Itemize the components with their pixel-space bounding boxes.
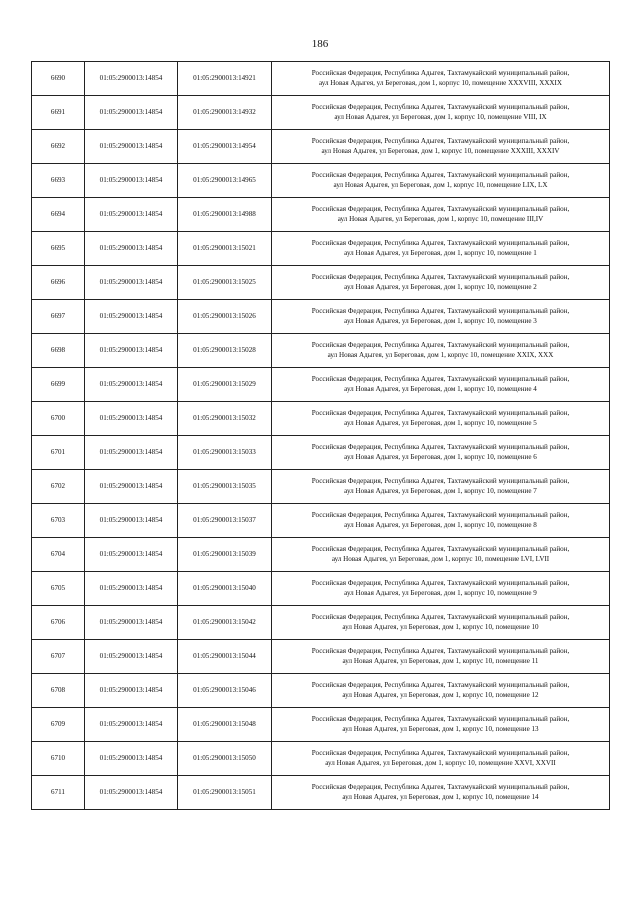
address-line: аул Новая Адыгея, ул Береговая, дом 1, корпус 10, помещение 6 — [344, 452, 537, 461]
address-line: Российская Федерация, Республика Адыгея, Тахтамукайский муниципальный район, — [311, 443, 570, 451]
address-line: Российская Федерация, Республика Адыгея, Тахтамукайский муниципальный район, — [311, 545, 570, 553]
address-line: Российская Федерация, Республика Адыгея, Тахтамукайский муниципальный район, — [311, 307, 570, 315]
row-number-cell: 6692 — [32, 130, 85, 164]
address-cell — [272, 130, 610, 164]
row-number-cell: 6705 — [32, 572, 85, 606]
address-line: аул Новая Адыгея, ул Береговая, дом 1, корпус 10, помещение XXXVIII, XXXIX — [318, 78, 563, 87]
address-line: Российская Федерация, Республика Адыгея, Тахтамукайский муниципальный район, — [311, 137, 570, 145]
row-number-cell: 6700 — [32, 402, 85, 436]
address-line: Российская Федерация, Республика Адыгея, Тахтамукайский муниципальный район, — [311, 647, 570, 655]
table-row — [32, 436, 610, 470]
row-number-cell: 6701 — [32, 436, 85, 470]
address-line: аул Новая Адыгея, ул Береговая, дом 1, корпус 10, помещение 9 — [344, 588, 537, 597]
address-line: аул Новая Адыгея, ул Береговая, дом 1, корпус 10, помещение III,IV — [337, 214, 544, 223]
address-line: Российская Федерация, Республика Адыгея, Тахтамукайский муниципальный район, — [311, 613, 570, 621]
table-row — [32, 742, 610, 776]
row-number-cell: 6711 — [32, 776, 85, 810]
cadastral-number-cell: 01:05:2900013:15028 — [178, 334, 272, 368]
address-cell — [272, 674, 610, 708]
table-row — [32, 402, 610, 436]
address-line: Российская Федерация, Республика Адыгея, Тахтамукайский муниципальный район, — [311, 511, 570, 519]
row-number-cell: 6704 — [32, 538, 85, 572]
address-cell — [272, 776, 610, 810]
parent-cadastral-cell: 01:05:2900013:14854 — [85, 402, 178, 436]
address-line: Российская Федерация, Республика Адыгея, Тахтамукайский муниципальный район, — [311, 579, 570, 587]
address-line: аул Новая Адыгея, ул Береговая, дом 1, корпус 10, помещение 7 — [344, 486, 537, 495]
address-line: аул Новая Адыгея, ул Береговая, дом 1, корпус 10, помещение 2 — [344, 282, 537, 291]
address-line: аул Новая Адыгея, ул Береговая, дом 1, корпус 10, помещение 1 — [344, 248, 537, 257]
parent-cadastral-cell: 01:05:2900013:14854 — [85, 62, 178, 96]
parent-cadastral-cell: 01:05:2900013:14854 — [85, 776, 178, 810]
address-cell — [272, 232, 610, 266]
parent-cadastral-cell: 01:05:2900013:14854 — [85, 232, 178, 266]
address-line: аул Новая Адыгея, ул Береговая, дом 1, корпус 10, помещение 5 — [344, 418, 537, 427]
address-line: Российская Федерация, Республика Адыгея, Тахтамукайский муниципальный район, — [311, 341, 570, 349]
table-row — [32, 572, 610, 606]
address-line: Российская Федерация, Республика Адыгея, Тахтамукайский муниципальный район, — [311, 715, 570, 723]
address-line: Российская Федерация, Республика Адыгея, Тахтамукайский муниципальный район, — [311, 103, 570, 111]
table-row — [32, 708, 610, 742]
cadastral-number-cell: 01:05:2900013:15048 — [178, 708, 272, 742]
cadastral-number-cell: 01:05:2900013:14932 — [178, 96, 272, 130]
row-number-cell: 6706 — [32, 606, 85, 640]
parent-cadastral-cell: 01:05:2900013:14854 — [85, 742, 178, 776]
address-line: аул Новая Адыгея, ул Береговая, дом 1, корпус 10, помещение 3 — [344, 316, 537, 325]
row-number-cell: 6703 — [32, 504, 85, 538]
address-line: аул Новая Адыгея, ул Береговая, дом 1, корпус 10, помещение 8 — [344, 520, 537, 529]
table-row — [32, 776, 610, 810]
row-number-cell: 6710 — [32, 742, 85, 776]
row-number-cell: 6690 — [32, 62, 85, 96]
parent-cadastral-cell: 01:05:2900013:14854 — [85, 436, 178, 470]
parent-cadastral-cell: 01:05:2900013:14854 — [85, 674, 178, 708]
row-number-cell: 6708 — [32, 674, 85, 708]
parent-cadastral-cell: 01:05:2900013:14854 — [85, 368, 178, 402]
parent-cadastral-cell: 01:05:2900013:14854 — [85, 266, 178, 300]
address-cell — [272, 334, 610, 368]
parent-cadastral-cell: 01:05:2900013:14854 — [85, 504, 178, 538]
address-line: аул Новая Адыгея, ул Береговая, дом 1, корпус 10, помещение 10 — [342, 622, 539, 631]
cadastral-number-cell: 01:05:2900013:15025 — [178, 266, 272, 300]
cadastral-number-cell: 01:05:2900013:15050 — [178, 742, 272, 776]
table-row — [32, 62, 610, 96]
address-line: аул Новая Адыгея, ул Береговая, дом 1, корпус 10, помещение XXIX, XXX — [327, 350, 554, 359]
cadastral-number-cell: 01:05:2900013:14988 — [178, 198, 272, 232]
address-line: Российская Федерация, Республика Адыгея, Тахтамукайский муниципальный район, — [311, 477, 570, 485]
cadastral-number-cell: 01:05:2900013:15051 — [178, 776, 272, 810]
row-number-cell: 6709 — [32, 708, 85, 742]
parent-cadastral-cell: 01:05:2900013:14854 — [85, 300, 178, 334]
parent-cadastral-cell: 01:05:2900013:14854 — [85, 198, 178, 232]
address-cell — [272, 402, 610, 436]
cadastral-number-cell: 01:05:2900013:15033 — [178, 436, 272, 470]
address-cell — [272, 470, 610, 504]
table-row — [32, 232, 610, 266]
address-cell — [272, 198, 610, 232]
cadastral-number-cell: 01:05:2900013:15039 — [178, 538, 272, 572]
address-line: Российская Федерация, Республика Адыгея, Тахтамукайский муниципальный район, — [311, 783, 570, 791]
row-number-cell: 6702 — [32, 470, 85, 504]
row-number-cell: 6697 — [32, 300, 85, 334]
row-number-cell: 6696 — [32, 266, 85, 300]
address-line: аул Новая Адыгея, ул Береговая, дом 1, корпус 10, помещение 13 — [342, 724, 539, 733]
page-number: 186 — [311, 38, 329, 50]
row-number-cell: 6695 — [32, 232, 85, 266]
parent-cadastral-cell: 01:05:2900013:14854 — [85, 96, 178, 130]
address-line: аул Новая Адыгея, ул Береговая, дом 1, корпус 10, помещение 11 — [342, 656, 539, 665]
table-row — [32, 674, 610, 708]
table-row — [32, 504, 610, 538]
address-cell — [272, 164, 610, 198]
address-cell — [272, 640, 610, 674]
address-line: аул Новая Адыгея, ул Береговая, дом 1, корпус 10, помещение LIX, LX — [333, 180, 548, 189]
address-line: Российская Федерация, Республика Адыгея, Тахтамукайский муниципальный район, — [311, 681, 570, 689]
address-cell — [272, 300, 610, 334]
address-line: аул Новая Адыгея, ул Береговая, дом 1, корпус 10, помещение LVI, LVII — [331, 554, 550, 563]
parent-cadastral-cell: 01:05:2900013:14854 — [85, 164, 178, 198]
address-line: Российская Федерация, Республика Адыгея, Тахтамукайский муниципальный район, — [311, 171, 570, 179]
row-number-cell: 6699 — [32, 368, 85, 402]
cadastral-number-cell: 01:05:2900013:14965 — [178, 164, 272, 198]
cadastral-number-cell: 01:05:2900013:15037 — [178, 504, 272, 538]
row-number-cell: 6691 — [32, 96, 85, 130]
registry-table-body — [32, 62, 610, 810]
cadastral-number-cell: 01:05:2900013:15046 — [178, 674, 272, 708]
address-line: Российская Федерация, Республика Адыгея, Тахтамукайский муниципальный район, — [311, 205, 570, 213]
table-row — [32, 164, 610, 198]
address-cell — [272, 572, 610, 606]
cadastral-number-cell: 01:05:2900013:15042 — [178, 606, 272, 640]
address-line: аул Новая Адыгея, ул Береговая, дом 1, корпус 10, помещение 12 — [342, 690, 539, 699]
address-cell — [272, 742, 610, 776]
registry-table — [31, 61, 610, 810]
table-row — [32, 368, 610, 402]
address-line: аул Новая Адыгея, ул Береговая, дом 1, корпус 10, помещение VIII, IX — [334, 112, 547, 121]
row-number-cell: 6693 — [32, 164, 85, 198]
table-row — [32, 334, 610, 368]
table-row — [32, 300, 610, 334]
address-line: Российская Федерация, Республика Адыгея, Тахтамукайский муниципальный район, — [311, 749, 570, 757]
table-row — [32, 606, 610, 640]
cadastral-number-cell: 01:05:2900013:15040 — [178, 572, 272, 606]
table-row — [32, 470, 610, 504]
table-row — [32, 640, 610, 674]
parent-cadastral-cell: 01:05:2900013:14854 — [85, 640, 178, 674]
address-line: Российская Федерация, Республика Адыгея, Тахтамукайский муниципальный район, — [311, 409, 570, 417]
parent-cadastral-cell: 01:05:2900013:14854 — [85, 708, 178, 742]
address-cell — [272, 436, 610, 470]
parent-cadastral-cell: 01:05:2900013:14854 — [85, 470, 178, 504]
address-line: Российская Федерация, Республика Адыгея, Тахтамукайский муниципальный район, — [311, 69, 570, 77]
row-number-cell: 6707 — [32, 640, 85, 674]
address-cell — [272, 538, 610, 572]
address-cell — [272, 708, 610, 742]
address-line: аул Новая Адыгея, ул Береговая, дом 1, корпус 10, помещение XXXIII, XXXIV — [321, 146, 560, 155]
address-cell — [272, 606, 610, 640]
table-row — [32, 96, 610, 130]
table-row — [32, 538, 610, 572]
address-line: аул Новая Адыгея, ул Береговая, дом 1, корпус 10, помещение 14 — [342, 792, 539, 801]
cadastral-number-cell: 01:05:2900013:15032 — [178, 402, 272, 436]
address-line: Российская Федерация, Республика Адыгея, Тахтамукайский муниципальный район, — [311, 375, 570, 383]
parent-cadastral-cell: 01:05:2900013:14854 — [85, 538, 178, 572]
parent-cadastral-cell: 01:05:2900013:14854 — [85, 130, 178, 164]
address-line: аул Новая Адыгея, ул Береговая, дом 1, корпус 10, помещение XXVI, XXVII — [325, 758, 556, 767]
address-line: Российская Федерация, Республика Адыгея, Тахтамукайский муниципальный район, — [311, 273, 570, 281]
address-line: Российская Федерация, Республика Адыгея, Тахтамукайский муниципальный район, — [311, 239, 570, 247]
address-cell — [272, 504, 610, 538]
table-row — [32, 266, 610, 300]
parent-cadastral-cell: 01:05:2900013:14854 — [85, 606, 178, 640]
cadastral-number-cell: 01:05:2900013:14954 — [178, 130, 272, 164]
address-cell — [272, 62, 610, 96]
cadastral-number-cell: 01:05:2900013:15035 — [178, 470, 272, 504]
cadastral-number-cell: 01:05:2900013:14921 — [178, 62, 272, 96]
table-row — [32, 130, 610, 164]
parent-cadastral-cell: 01:05:2900013:14854 — [85, 572, 178, 606]
address-cell — [272, 368, 610, 402]
address-cell — [272, 96, 610, 130]
address-line: аул Новая Адыгея, ул Береговая, дом 1, корпус 10, помещение 4 — [344, 384, 537, 393]
row-number-cell: 6698 — [32, 334, 85, 368]
table-row — [32, 198, 610, 232]
cadastral-number-cell: 01:05:2900013:15021 — [178, 232, 272, 266]
parent-cadastral-cell: 01:05:2900013:14854 — [85, 334, 178, 368]
row-number-cell: 6694 — [32, 198, 85, 232]
cadastral-number-cell: 01:05:2900013:15026 — [178, 300, 272, 334]
address-cell — [272, 266, 610, 300]
cadastral-number-cell: 01:05:2900013:15044 — [178, 640, 272, 674]
cadastral-number-cell: 01:05:2900013:15029 — [178, 368, 272, 402]
